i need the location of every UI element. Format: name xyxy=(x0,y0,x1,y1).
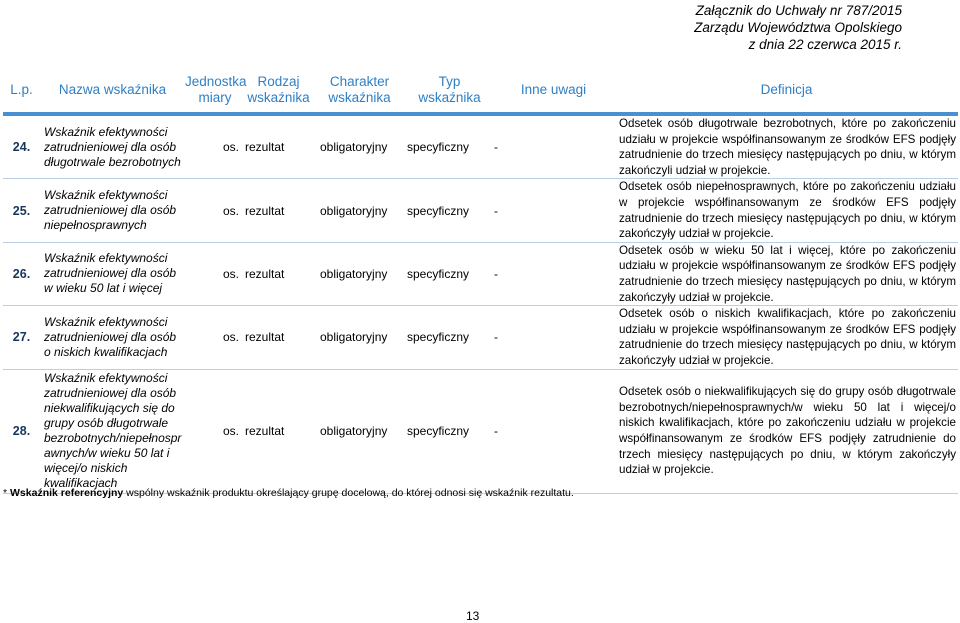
table-row xyxy=(3,306,958,369)
row-unit: os. xyxy=(185,242,245,305)
column-header-type: Typ wskaźnika xyxy=(407,68,492,114)
header-line-1: Załącznik do Uchwały nr 787/2015 xyxy=(695,3,902,18)
table-header-row xyxy=(3,68,958,114)
row-definition: Odsetek osób długotrwale bezrobotnych, które po zakończeniu udziału w projekcie współfinansowanym ze środków EFS podjęły zatrudnienie do trzech miesięcy następujących po dniu, w którym zakończyli udział w projekcie. xyxy=(615,114,958,179)
row-kind: rezultat xyxy=(245,306,312,369)
page-number: 13 xyxy=(466,609,480,623)
row-lp: 25. xyxy=(3,179,40,242)
row-notes: - xyxy=(492,179,615,242)
table-row xyxy=(3,179,958,242)
row-type: specyficzny xyxy=(407,242,492,305)
row-unit: os. xyxy=(185,179,245,242)
row-notes: - xyxy=(492,114,615,179)
row-character: obligatoryjny xyxy=(312,114,407,179)
row-kind: rezultat xyxy=(245,369,312,493)
footnote-term: Wskaźnik referencyjny xyxy=(10,487,124,499)
column-header-character: Charakter wskaźnika xyxy=(312,68,407,114)
column-header-name: Nazwa wskaźnika xyxy=(40,68,185,114)
header-line-3: z dnia 22 czerwca 2015 r. xyxy=(748,37,902,52)
footnote-star: * xyxy=(3,487,8,499)
row-kind: rezultat xyxy=(245,179,312,242)
row-notes: - xyxy=(492,369,615,493)
row-unit: os. xyxy=(185,369,245,493)
row-notes: - xyxy=(492,306,615,369)
row-character: obligatoryjny xyxy=(312,179,407,242)
row-character: obligatoryjny xyxy=(312,369,407,493)
row-definition: Odsetek osób o niekwalifikujących się do grupy osób długotrwale bezrobotnych/niepełnosprawnych/w wieku 50 lat i więcej/o niskich kwalifikacjach, które po zakończeniu udziału w projekcie współfinansowanym ze środków EFS podjęły zatrudnienie do trzech miesięcy następujących po dniu, w którym zakończyły udział w projekcie. xyxy=(615,369,958,493)
row-character: obligatoryjny xyxy=(312,242,407,305)
row-lp: 24. xyxy=(3,114,40,179)
row-character: obligatoryjny xyxy=(312,306,407,369)
row-type: specyficzny xyxy=(407,179,492,242)
column-header-definition: Definicja xyxy=(615,68,958,114)
row-definition: Odsetek osób o niskich kwalifikacjach, które po zakończeniu udziału w projekcie współfinansowanym ze środków EFS podjęły zatrudnienie do trzech miesięcy następujących po dniu, w którym zakończyły udział w projekcie. xyxy=(615,306,958,369)
footnote-text: wspólny wskaźnik produktu określający grupę docelową, do której odnosi się wskaźnik rezultatu. xyxy=(126,487,574,499)
table-row xyxy=(3,369,958,493)
row-lp: 27. xyxy=(3,306,40,369)
row-definition: Odsetek osób niepełnosprawnych, które po zakończeniu udziału w projekcie współfinansowanym ze środków EFS podjęły zatrudnienie do trzech miesięcy następujących po dniu, w którym zakończyły udział w projekcie. xyxy=(615,179,958,242)
table-row xyxy=(3,242,958,305)
indicators-table xyxy=(3,68,958,494)
row-name: Wskaźnik efektywności zatrudnieniowej dla osób w wieku 50 lat i więcej xyxy=(40,242,185,305)
row-name: Wskaźnik efektywności zatrudnieniowej dla osób o niskich kwalifikacjach xyxy=(40,306,185,369)
table-row xyxy=(3,114,958,179)
column-header-notes: Inne uwagi xyxy=(492,68,615,114)
row-type: specyficzny xyxy=(407,369,492,493)
row-type: specyficzny xyxy=(407,114,492,179)
column-header-unit: Jednostka miary xyxy=(185,68,245,114)
row-lp: 28. xyxy=(3,369,40,493)
row-definition: Odsetek osób w wieku 50 lat i więcej, które po zakończeniu udziału w projekcie współfinansowanym ze środków EFS podjęły zatrudnienie do trzech miesięcy następujących po dniu, w którym zakończyły udział w projekcie. xyxy=(615,242,958,305)
row-name: Wskaźnik efektywności zatrudnieniowej dla osób długotrwale bezrobotnych xyxy=(40,114,185,179)
row-kind: rezultat xyxy=(245,114,312,179)
row-unit: os. xyxy=(185,306,245,369)
row-unit: os. xyxy=(185,114,245,179)
footnote xyxy=(3,487,574,499)
column-header-lp: L.p. xyxy=(3,68,40,114)
column-header-kind: Rodzaj wskaźnika xyxy=(245,68,312,114)
row-name: Wskaźnik efektywności zatrudnieniowej dla osób niepełnosprawnych xyxy=(40,179,185,242)
attachment-header xyxy=(694,2,902,53)
row-notes: - xyxy=(492,242,615,305)
row-lp: 26. xyxy=(3,242,40,305)
row-type: specyficzny xyxy=(407,306,492,369)
row-kind: rezultat xyxy=(245,242,312,305)
header-line-2: Zarządu Województwa Opolskiego xyxy=(694,20,902,35)
row-name: Wskaźnik efektywności zatrudnieniowej dla osób niekwalifikujących się do grupy osób długotrwale bezrobotnych/niepełnospr awnych/w wieku 50 lat i więcej/o niskich kwalifikacjach xyxy=(40,369,185,493)
